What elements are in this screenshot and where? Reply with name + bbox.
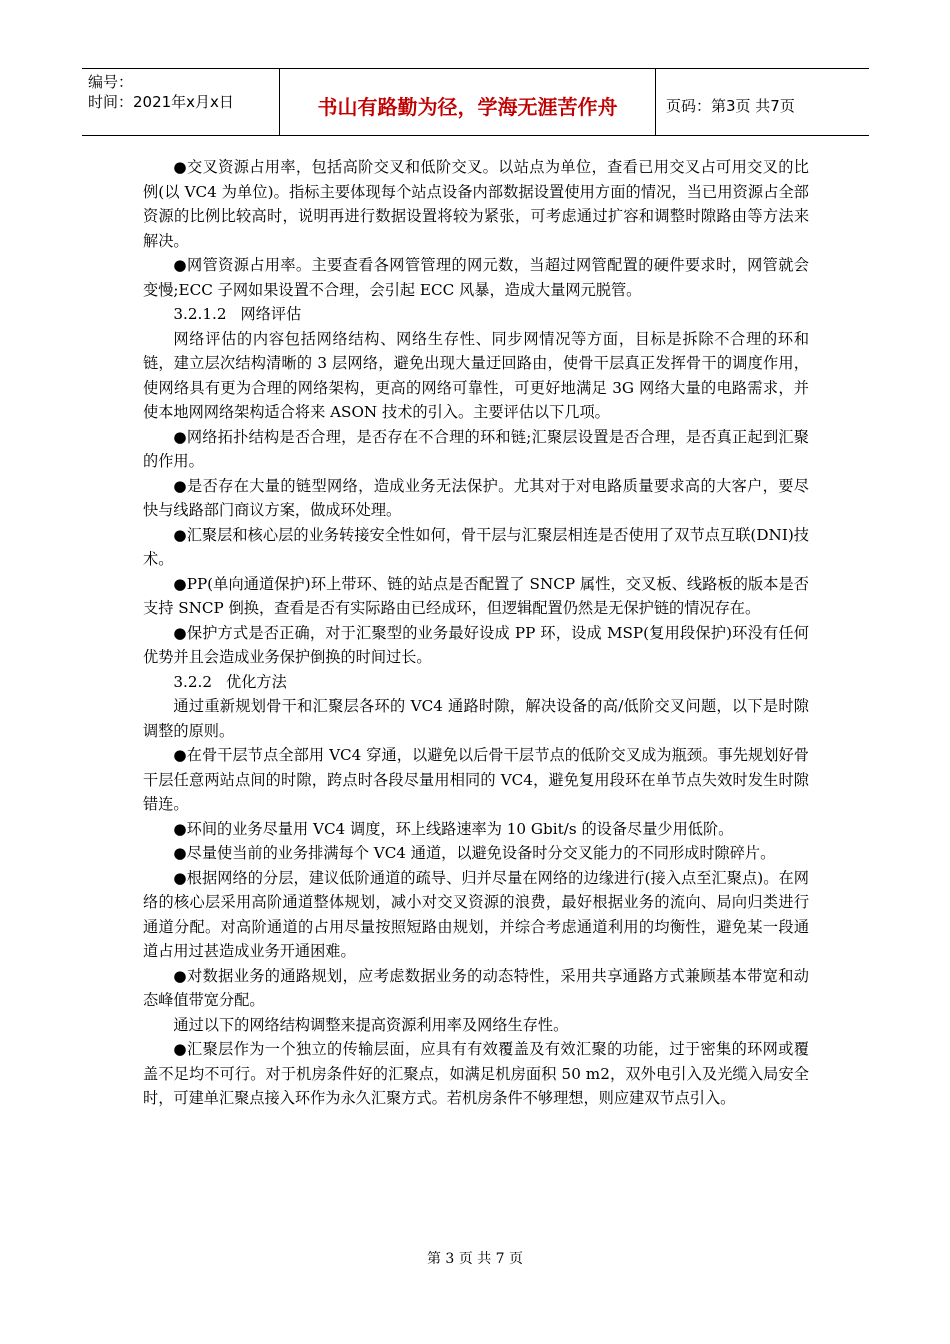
document-date: 时间：2021年x月x日 xyxy=(88,93,234,111)
paragraph: ●网管资源占用率。主要查看各网管管理的网元数，当超过网管配置的硬件要求时，网管就会变慢;ECC 子网如果设置不合理，会引起 ECC 风暴，造成大量网元脱管。 xyxy=(143,256,809,299)
section-number: 3.2.2 xyxy=(173,672,213,691)
paragraph: 通过重新规划骨干和汇聚层各环的 VC4 通路时隙，解决设备的高/低阶交叉问题，以下是时隙调整的原则。 xyxy=(143,697,809,740)
paragraph: ●根据网络的分层，建议低阶通道的疏导、归并尽量在网络的边缘进行(接入点至汇聚点)。在网络的核心层采用高阶通道整体规划，减小对交叉资源的浪费，最好根据业务的流向、局向归类进行通道分配。对高阶通道的占用尽量按照短路由规划，并综合考虑通道利用的均衡性，避免某一段通道占用过甚造成业务开通困难。 xyxy=(143,868,809,960)
paragraph: ●环间的业务尽量用 VC4 调度，环上线路速率为 10 Gbit/s 的设备尽量少用低阶。 xyxy=(173,819,734,838)
paragraph: ●尽量使当前的业务排满每个 VC4 通道，以避免设备时分交叉能力的不同形成时隙碎片。 xyxy=(173,844,776,862)
document-number-label: 编号： xyxy=(88,73,134,91)
section-heading xyxy=(143,302,809,327)
section-heading xyxy=(143,670,809,695)
document-header xyxy=(82,68,869,136)
header-meta-cell xyxy=(82,69,280,135)
paragraph: ●网络拓扑结构是否合理，是否存在不合理的环和链;汇聚层设置是否合理，是否真正起到汇聚的作用。 xyxy=(143,427,809,470)
paragraph: ●PP(单向通道保护)环上带环、链的站点是否配置了 SNCP 属性，交叉板、线路板的版本是否支持 SNCP 倒换，查看是否有实际路由已经成环，但逻辑配置仍然是无保护链的情况存在。 xyxy=(143,574,809,617)
paragraph: ●在骨干层节点全部用 VC4 穿通，以避免以后骨干层节点的低阶交叉成为瓶颈。事先规划好骨干层任意两站点间的时隙，跨点时各段尽量用相同的 VC4，避免复用段环在单节点失效时发生时隙错连。 xyxy=(143,746,809,813)
paragraph: ●汇聚层作为一个独立的传输层面，应具有有效覆盖及有效汇聚的功能，过于密集的环网或覆盖不足均不可行。对于机房条件好的汇聚点，如满足机房面积 50 m2，双外电引入及光缆入局安全时，可建单汇聚点接入环作为永久汇聚方式。若机房条件不够理想，则应建双节点引入。 xyxy=(143,1040,809,1107)
header-page-info: 页码：第3页 共7页 xyxy=(666,96,795,115)
header-motto: 书山有路勤为径，学海无涯苦作舟 xyxy=(280,69,656,135)
section-title: 网络评估 xyxy=(240,305,302,323)
document-body xyxy=(143,155,809,1111)
paragraph: 通过以下的网络结构调整来提高资源利用率及网络生存性。 xyxy=(173,1015,569,1034)
paragraph: ●交叉资源占用率，包括高阶交叉和低阶交叉。以站点为单位，查看已用交叉占可用交叉的比例(以 VC4 为单位)。指标主要体现每个站点设备内部数据设置使用方面的情况，当已用资源占全部资源的比例比较高时，说明再进行数据设置将较为紧张，可考虑通过扩容和调整时隙路由等方法来解决。 xyxy=(143,158,809,250)
paragraph: ●是否存在大量的链型网络，造成业务无法保护。尤其对于对电路质量要求高的大客户，要尽快与线路部门商议方案，做成环处理。 xyxy=(143,476,809,519)
paragraph: ●保护方式是否正确，对于汇聚型的业务最好设成 PP 环，设成 MSP(复用段保护)环没有任何优势并且会造成业务保护倒换的时间过长。 xyxy=(143,623,809,666)
page-footer: 第 3 页 共 7 页 xyxy=(426,1251,524,1267)
section-title: 优化方法 xyxy=(226,672,287,691)
section-number: 3.2.1.2 xyxy=(173,305,227,323)
paragraph: ●对数据业务的通路规划，应考虑数据业务的动态特性，采用共享通路方式兼顾基本带宽和动态峰值带宽分配。 xyxy=(143,966,809,1009)
paragraph: ●汇聚层和核心层的业务转接安全性如何，骨干层与汇聚层相连是否使用了双节点互联(DNI)技术。 xyxy=(143,525,809,568)
paragraph: 网络评估的内容包括网络结构、网络生存性、同步网情况等方面，目标是拆除不合理的环和链，建立层次结构清晰的 3 层网络，避免出现大量迂回路由，使骨干层真正发挥骨干的调度作用，使网络具有更为合理的网络架构，更高的网络可靠性，可更好地满足 3G 网络大量的电路需求，并使本地网网络架构适合将来 ASON 技术的引入。主要评估以下几项。 xyxy=(143,329,809,421)
